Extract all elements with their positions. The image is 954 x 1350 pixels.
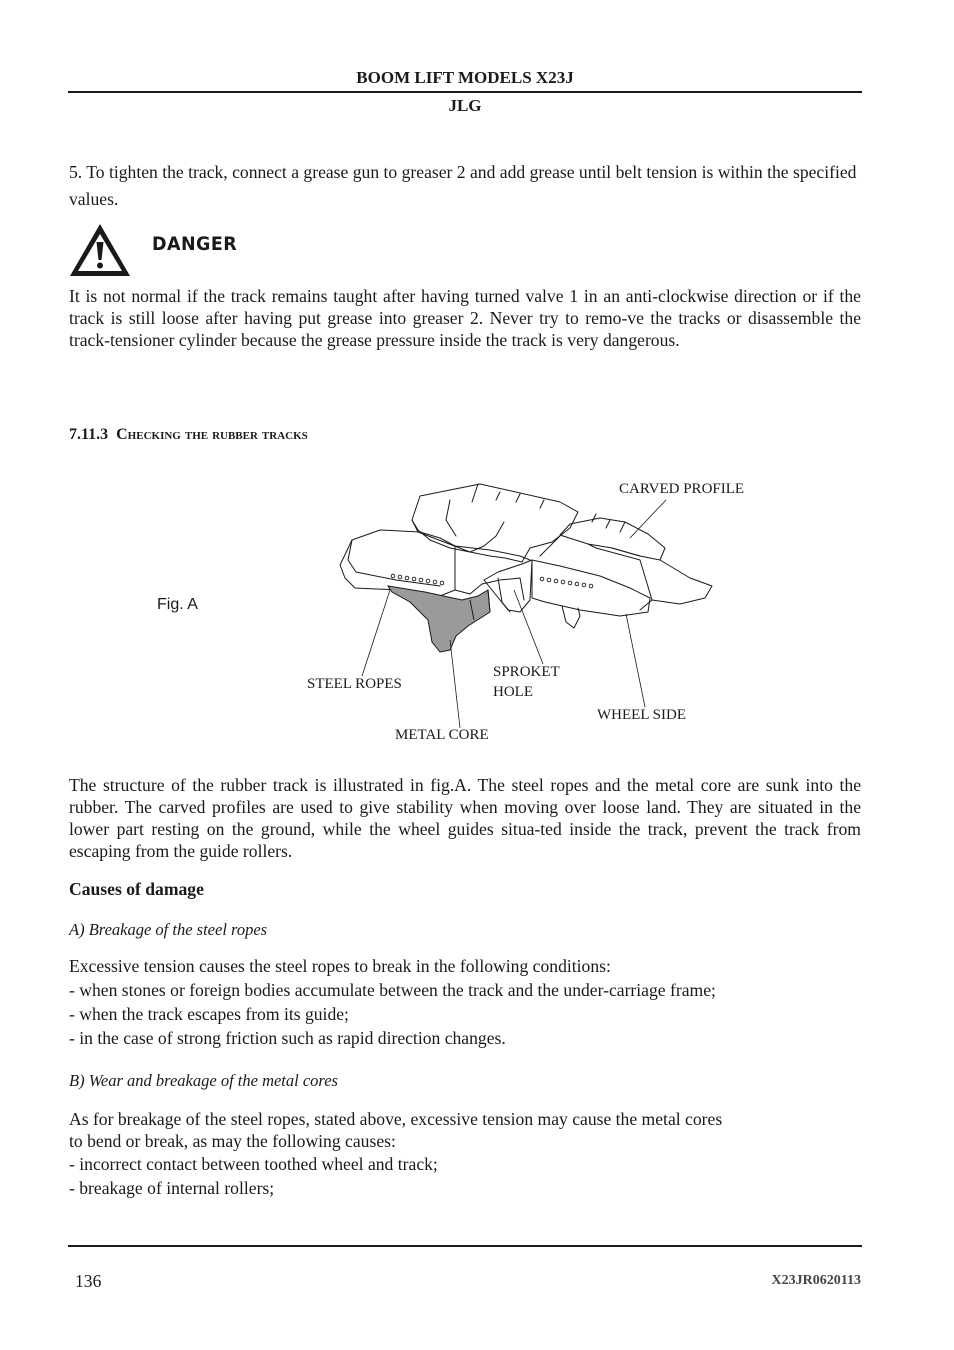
label-carved-profile: CARVED PROFILE: [619, 481, 745, 497]
cause-a-line: - in the case of strong friction such as rapid direction changes.: [69, 1028, 506, 1048]
cause-b-line: to bend or break, as may the following causes:: [69, 1131, 396, 1151]
danger-text: It is not normal if the track remains taught after having turned valve 1 in an anti-clockwise direction or if the track is still loose after having put grease into greaser 2. Never try to remo-ve the tracks or disassemble the track-tensioner cylinder because the grease pressure inside the track is very dangerous.: [69, 286, 861, 350]
figure-caption: Fig. A: [157, 596, 198, 613]
cause-a-list: [69, 954, 869, 1050]
section-heading: [69, 426, 308, 444]
causes-heading: Causes of damage: [69, 879, 204, 899]
cause-a-line: Excessive tension causes the steel ropes to break in the following conditions:: [69, 956, 611, 976]
header-rule: [68, 91, 862, 93]
cause-b-line: - breakage of internal rollers;: [69, 1178, 275, 1198]
label-hole: HOLE: [493, 684, 533, 700]
document-code: X23JR0620113: [771, 1273, 861, 1288]
label-steel-ropes: STEEL ROPES: [307, 676, 402, 692]
section-title: Checking the rubber tracks: [116, 426, 308, 443]
section-number: 7.11.3: [69, 426, 109, 443]
cause-b-line: As for breakage of the steel ropes, stated above, excessive tension may cause the metal cores: [69, 1109, 723, 1129]
header-title: BOOM LIFT MODELS X23J: [356, 68, 574, 87]
cause-b-list: [69, 1108, 869, 1200]
cause-b-line: - incorrect contact between toothed wheel and track;: [69, 1154, 438, 1174]
footer-rule: [68, 1245, 862, 1247]
label-metal-core: METAL CORE: [395, 727, 489, 743]
structure-text: The structure of the rubber track is illustrated in fig.A. The steel ropes and the metal core are sunk into the rubber. The carved profiles are used to give stability when moving over loose land. They are situated in the lower part resting on the ground, while the wheel guides situa-ted inside the track, prevent the track from escaping from the guide rollers.: [69, 775, 861, 861]
cause-b-title: B) Wear and breakage of the metal cores: [69, 1071, 338, 1090]
page-number: 136: [75, 1271, 102, 1291]
step-5-text: 5. To tighten the track, connect a grease gun to greaser 2 and add grease until belt tension is within the specified values.: [69, 162, 857, 209]
cause-a-title: A) Breakage of the steel ropes: [69, 920, 268, 939]
cause-a-line: - when stones or foreign bodies accumulate between the track and the under-carriage frame;: [69, 980, 716, 1000]
rubber-track-figure: [300, 470, 770, 743]
danger-label: DANGER: [152, 233, 238, 255]
label-wheel-side: WHEEL SIDE: [597, 707, 687, 723]
cause-a-line: - when the track escapes from its guide;: [69, 1004, 349, 1024]
header-subtitle: JLG: [448, 96, 482, 115]
warning-triangle-icon: [68, 222, 132, 278]
label-sproket: SPROKET: [493, 664, 560, 680]
